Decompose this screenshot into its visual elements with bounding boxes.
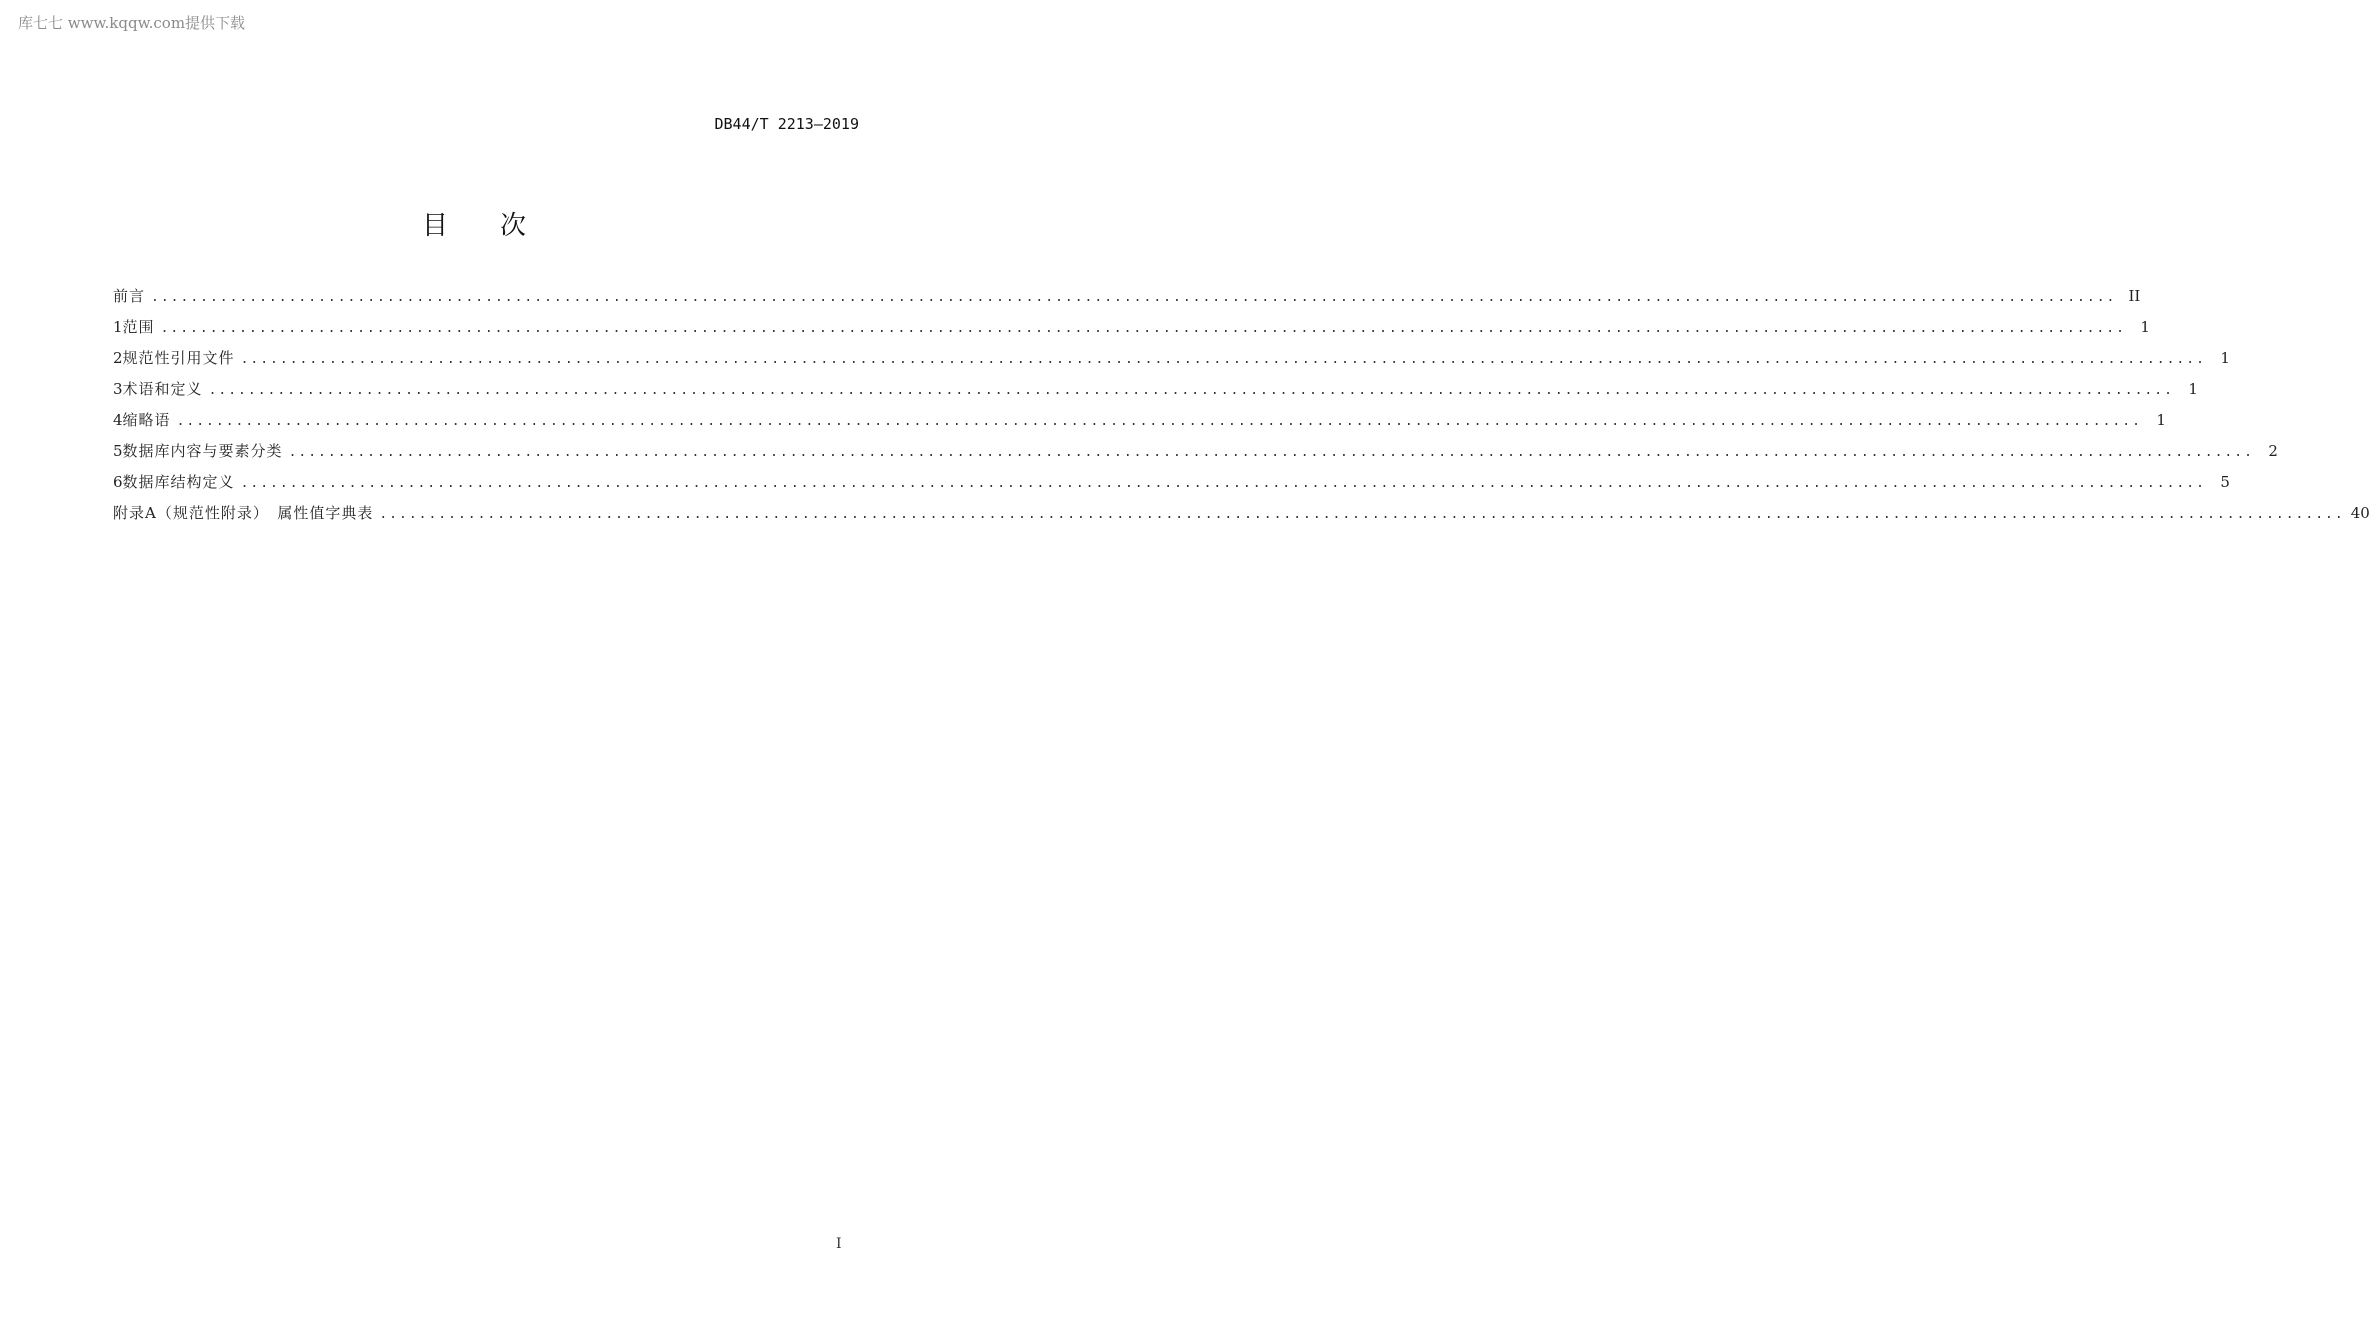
- toc-leader-dots: ........................................................................................................................................................................................................: [160, 321, 2126, 336]
- toc-leader-dots: ........................................................................................................................................................................................................: [176, 414, 2142, 429]
- toc-entry-terms-definitions[interactable]: [113, 378, 2198, 409]
- toc-entry-label: 范围: [122, 318, 155, 336]
- page-number: I: [836, 1236, 842, 1252]
- toc-entry-number: 1: [113, 318, 123, 336]
- toc-entry-page: 1: [2188, 380, 2198, 398]
- toc-entry-label: 术语和定义: [122, 380, 203, 398]
- toc-entry-page: 1: [2140, 318, 2150, 336]
- toc-entry-number: 5: [113, 442, 123, 460]
- toc-entry-label: 前言: [113, 287, 146, 305]
- toc-entry-number: 4: [113, 411, 123, 429]
- toc-title-part1: 目: [421, 211, 450, 241]
- toc-title: [0, 205, 950, 242]
- toc-leader-dots: ........................................................................................................................................................................................................: [240, 476, 2206, 491]
- toc-entry-number: 2: [113, 349, 123, 367]
- toc-entry-page: II: [2128, 287, 2141, 305]
- toc-entry-page: 40: [2350, 504, 2370, 522]
- toc-entry-page: 1: [2220, 349, 2230, 367]
- toc-leader-dots: ........................................................................................................................................................................................................: [379, 507, 2345, 522]
- toc-entry-number: 6: [113, 473, 123, 491]
- toc-entry-label: 数据库结构定义: [122, 473, 235, 491]
- toc-entry-label: 规范性引用文件: [122, 349, 235, 367]
- toc-list: [113, 285, 2370, 533]
- watermark-text: 库七七 www.kqqw.com提供下载: [18, 14, 246, 32]
- toc-leader-dots: ........................................................................................................................................................................................................: [288, 445, 2254, 460]
- toc-entry-label: 附录A（规范性附录） 属性值字典表: [113, 504, 374, 522]
- toc-title-part2: 次: [500, 211, 529, 241]
- toc-entry-normative-references[interactable]: [113, 347, 2230, 378]
- toc-leader-dots: ........................................................................................................................................................................................................: [208, 383, 2174, 398]
- toc-entry-appendix-a[interactable]: [113, 502, 2370, 533]
- toc-entry-database-structure[interactable]: [113, 471, 2230, 502]
- toc-entry-foreword[interactable]: [113, 285, 2141, 316]
- toc-entry-page: 2: [2268, 442, 2278, 460]
- toc-entry-label: 缩略语: [122, 411, 171, 429]
- toc-leader-dots: ........................................................................................................................................................................................................: [151, 290, 2117, 305]
- toc-entry-abbreviations[interactable]: [113, 409, 2166, 440]
- toc-entry-number: 3: [113, 380, 123, 398]
- toc-entry-database-content[interactable]: [113, 440, 2278, 471]
- toc-leader-dots: ........................................................................................................................................................................................................: [240, 352, 2206, 367]
- standard-code: DB44/T 2213—2019: [714, 115, 859, 133]
- toc-entry-label: 数据库内容与要素分类: [122, 442, 283, 460]
- toc-entry-page: 1: [2156, 411, 2166, 429]
- toc-entry-page: 5: [2220, 473, 2230, 491]
- toc-entry-scope[interactable]: [113, 316, 2150, 347]
